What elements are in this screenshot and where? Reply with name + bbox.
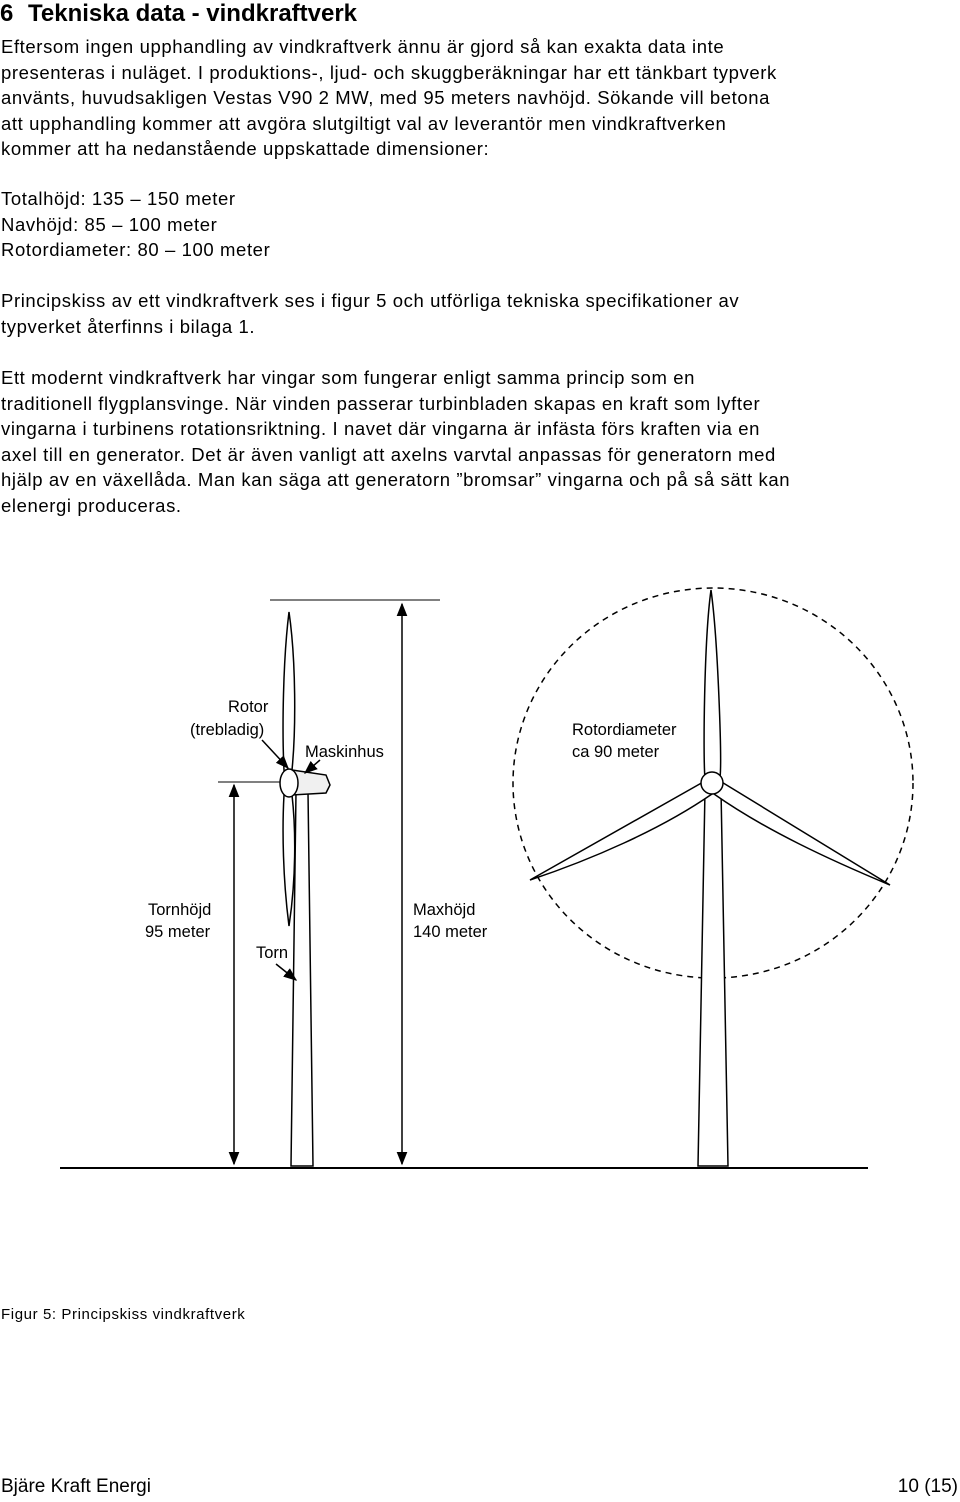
- text-line: hjälp av en växellåda. Man kan säga att generatorn ”bromsar” vingarna och på så sätt kan: [1, 469, 791, 490]
- tower-label: Torn: [256, 944, 289, 962]
- max-height-value: 140 meter: [413, 923, 488, 941]
- figure-caption: Figur 5: Principskiss vindkraftverk: [1, 1306, 246, 1323]
- spec-total-height: Totalhöjd: 135 – 150 meter: [1, 188, 236, 209]
- text-line: Eftersom ingen upphandling av vindkraftverk ännu är gjord så kan exakta data inte: [1, 36, 725, 57]
- front-hub: [701, 772, 723, 794]
- front-blade-right: [714, 781, 890, 885]
- side-hub: [280, 769, 298, 797]
- text-line: traditionell flygplansvinge. När vinden passerar turbinbladen skapas en kraft som lyfter: [1, 392, 761, 414]
- footer-company: Bjäre Kraft Energi: [1, 1476, 151, 1497]
- nacelle-pointer: [305, 760, 320, 773]
- rotor-diameter-value: ca 90 meter: [572, 743, 660, 761]
- text-line: presenteras i nuläget. I produktions-, ljud- och skuggberäkningar har ett tänkbart typverk: [1, 61, 777, 83]
- front-blade-left: [530, 781, 712, 880]
- front-blade-up: [704, 590, 720, 778]
- dimension-list: [1, 186, 959, 263]
- text-line: använts, huvudsakligen Vestas V90 2 MW, med 95 meters navhöjd. Sökande vill betona: [1, 87, 771, 108]
- text-line: elenergi produceras.: [1, 494, 182, 516]
- rotor-diameter-label: Rotordiameter: [572, 721, 677, 739]
- section-title: Tekniska data - vindkraftverk: [28, 0, 358, 27]
- wind-turbine-diagram: [0, 580, 960, 1480]
- max-height-label: Maxhöjd: [413, 901, 476, 919]
- tower-height-label: Tornhöjd: [148, 901, 212, 919]
- side-view-turbine: [280, 612, 330, 1166]
- front-view-turbine: [513, 588, 913, 1166]
- text-line: typverket återfinns i bilaga 1.: [1, 315, 256, 337]
- page-footer: [0, 1476, 960, 1502]
- principle-paragraph: [1, 365, 959, 518]
- intro-paragraph: [1, 34, 959, 162]
- text-line: Principskiss av ett vindkraftverk ses i figur 5 och utförliga tekniska specifikationer av: [1, 290, 740, 311]
- nacelle-label: Maskinhus: [305, 743, 384, 761]
- text-line: axel till en generator. Det är även vanligt att axelns varvtal anpassas för generatorn med: [1, 443, 776, 465]
- text-line: Ett modernt vindkraftverk har vingar som fungerar enligt samma princip som en: [1, 367, 695, 388]
- figure-reference-paragraph: [1, 288, 959, 339]
- rotor-label: Rotor: [228, 698, 269, 716]
- front-tower: [698, 790, 728, 1166]
- spec-rotor-diameter: Rotordiameter: 80 – 100 meter: [1, 239, 271, 260]
- text-line: vingarna i turbinens rotationsriktning. I navet där vingarna är infästa förs kraften via en: [1, 418, 761, 439]
- rotor-type-label: (trebladig): [190, 721, 265, 739]
- footer-page-number: 10 (15): [897, 1476, 958, 1497]
- section-number: 6: [0, 0, 14, 27]
- text-line: att upphandling kommer att avgöra slutgiltigt val av leverantör men vindkraftverken: [1, 112, 727, 134]
- text-line: kommer att ha nedanstående uppskattade dimensioner:: [1, 138, 490, 159]
- section-heading: [0, 0, 357, 28]
- spec-hub-height: Navhöjd: 85 – 100 meter: [1, 213, 218, 235]
- wind-turbine-figure: [0, 580, 960, 1480]
- tower-height-value: 95 meter: [145, 923, 211, 941]
